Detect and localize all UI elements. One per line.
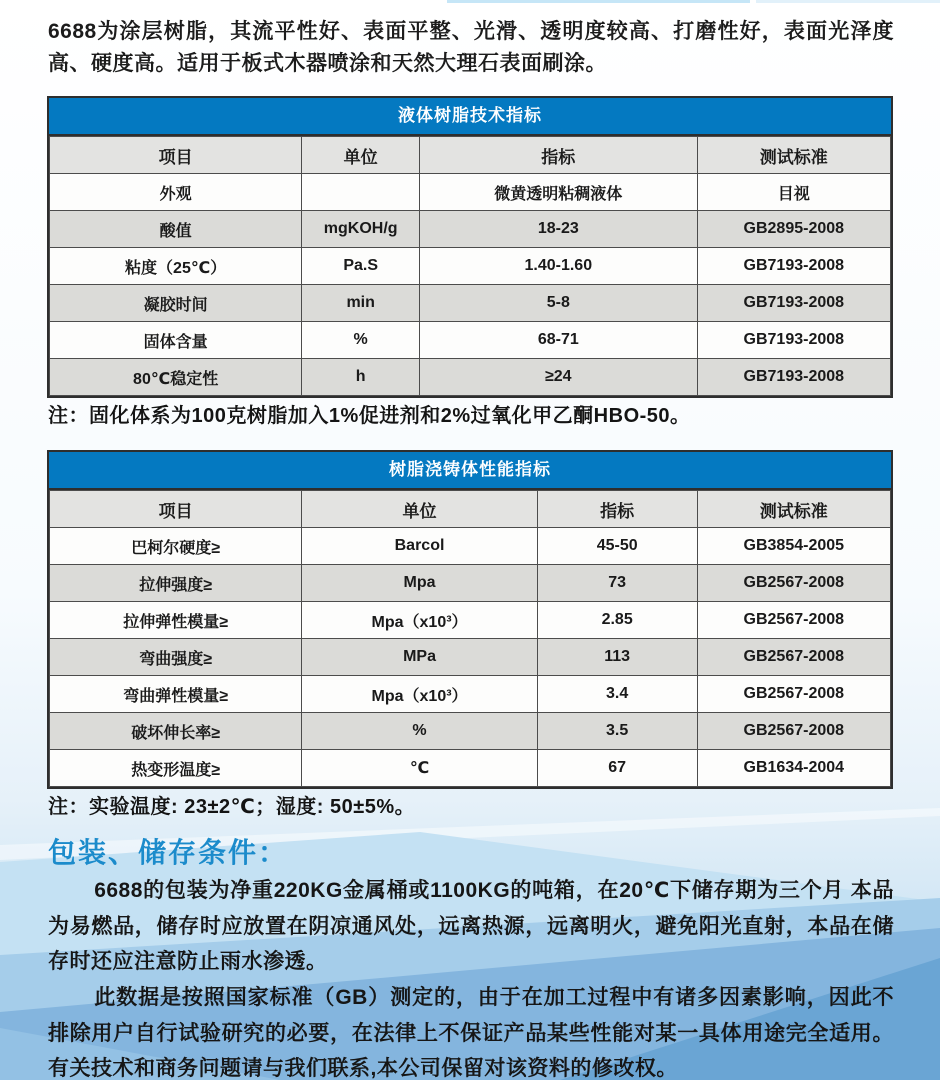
table-cell: 拉伸强度≥ bbox=[50, 565, 302, 602]
table-cell: 3.4 bbox=[537, 676, 697, 713]
table-cell: 80℃稳定性 bbox=[50, 359, 302, 396]
table-cell: 5-8 bbox=[420, 285, 698, 322]
table-cell: 目视 bbox=[697, 174, 890, 211]
storage-paragraph: 6688的包装为净重220KG金属桶或1100KG的吨箱，在20℃下储存期为三个月 本品为易燃品，储存时应放置在阴凉通风处，远离热源，远离明火，避免阳光直射，本品在储存时还应注意防止雨水渗透。 bbox=[48, 879, 894, 973]
table-header-row bbox=[50, 491, 891, 528]
column-header: 指标 bbox=[420, 137, 698, 174]
table-cell: GB2567-2008 bbox=[697, 565, 890, 602]
table-row bbox=[50, 174, 891, 211]
table-cell: 2.85 bbox=[537, 602, 697, 639]
table-cell: h bbox=[302, 359, 420, 396]
table-row bbox=[50, 528, 891, 565]
table-cell: 外观 bbox=[50, 174, 302, 211]
casting-performance-table bbox=[47, 450, 893, 789]
table-cell: GB2567-2008 bbox=[697, 713, 890, 750]
table-cell: GB7193-2008 bbox=[697, 322, 890, 359]
table-cell: 18-23 bbox=[420, 211, 698, 248]
table-cell: GB7193-2008 bbox=[697, 285, 890, 322]
table-row bbox=[50, 322, 891, 359]
table-cell: 固体含量 bbox=[50, 322, 302, 359]
column-header: 测试标准 bbox=[697, 137, 890, 174]
table-row bbox=[50, 602, 891, 639]
table-cell: GB2567-2008 bbox=[697, 639, 890, 676]
column-header: 项目 bbox=[50, 491, 302, 528]
table-cell: 弯曲强度≥ bbox=[50, 639, 302, 676]
top-edge-strip-right bbox=[756, 0, 940, 3]
table-cell: GB2895-2008 bbox=[697, 211, 890, 248]
table-cell: GB2567-2008 bbox=[697, 676, 890, 713]
table-cell bbox=[302, 174, 420, 211]
table-row bbox=[50, 248, 891, 285]
column-header: 测试标准 bbox=[697, 491, 890, 528]
table-row bbox=[50, 676, 891, 713]
table-cell: Pa.S bbox=[302, 248, 420, 285]
table-cell: 酸值 bbox=[50, 211, 302, 248]
table-note: 注：实验温度: 23±2℃；湿度: 50±5%。 bbox=[48, 796, 416, 818]
table-row bbox=[50, 359, 891, 396]
table-cell: 45-50 bbox=[537, 528, 697, 565]
spec-table bbox=[49, 490, 891, 787]
column-header: 指标 bbox=[537, 491, 697, 528]
table-cell: 热变形温度≥ bbox=[50, 750, 302, 787]
table-cell: Mpa（x10³） bbox=[302, 676, 537, 713]
disclaimer-paragraph: 此数据是按照国家标准（GB）测定的，由于在加工过程中有诸多因素影响，因此不排除用户自行试验研究的必要，在法律上不保证产品某些性能对某一具体用途完全适用。有关技术和商务问题请与我们联系,本公司保留对该资料的修改权。 bbox=[48, 986, 894, 1080]
table-cell: 拉伸弹性模量≥ bbox=[50, 602, 302, 639]
table-cell: GB1634-2004 bbox=[697, 750, 890, 787]
table-cell: Mpa bbox=[302, 565, 537, 602]
spec-table bbox=[49, 136, 891, 396]
table-cell: mgKOH/g bbox=[302, 211, 420, 248]
table-cell: 3.5 bbox=[537, 713, 697, 750]
column-header: 项目 bbox=[50, 137, 302, 174]
table-cell: 68-71 bbox=[420, 322, 698, 359]
column-header: 单位 bbox=[302, 137, 420, 174]
table-cell: % bbox=[302, 322, 420, 359]
top-edge-strip-left bbox=[447, 0, 750, 3]
table-header-row bbox=[50, 137, 891, 174]
table-cell: GB7193-2008 bbox=[697, 359, 890, 396]
table-cell: 巴柯尔硬度≥ bbox=[50, 528, 302, 565]
table-cell: Barcol bbox=[302, 528, 537, 565]
table-row bbox=[50, 713, 891, 750]
table-cell: 微黄透明粘稠液体 bbox=[420, 174, 698, 211]
column-header: 单位 bbox=[302, 491, 537, 528]
table-cell: 1.40-1.60 bbox=[420, 248, 698, 285]
table-row bbox=[50, 211, 891, 248]
table-cell: GB3854-2005 bbox=[697, 528, 890, 565]
table-title: 树脂浇铸体性能指标 bbox=[49, 452, 891, 490]
storage-section-heading: 包装、储存条件： bbox=[48, 837, 289, 868]
table-row bbox=[50, 750, 891, 787]
table-cell: Mpa（x10³） bbox=[302, 602, 537, 639]
table-cell: 73 bbox=[537, 565, 697, 602]
table-cell: 67 bbox=[537, 750, 697, 787]
table-cell: 凝胶时间 bbox=[50, 285, 302, 322]
table-cell: % bbox=[302, 713, 537, 750]
table-cell: min bbox=[302, 285, 420, 322]
liquid-resin-spec-table bbox=[47, 96, 893, 398]
table-row bbox=[50, 565, 891, 602]
table-row bbox=[50, 639, 891, 676]
table-cell: 弯曲弹性模量≥ bbox=[50, 676, 302, 713]
product-intro-paragraph: 6688为涂层树脂，其流平性好、表面平整、光滑、透明度较高、打磨性好，表面光泽度高、硬度高。适用于板式木器喷涂和天然大理石表面刷涂。 bbox=[48, 20, 894, 75]
table-cell: 113 bbox=[537, 639, 697, 676]
table-cell: GB2567-2008 bbox=[697, 602, 890, 639]
table-cell: 破坏伸长率≥ bbox=[50, 713, 302, 750]
table-title: 液体树脂技术指标 bbox=[49, 98, 891, 136]
table-cell: MPa bbox=[302, 639, 537, 676]
table-cell: ℃ bbox=[302, 750, 537, 787]
table-cell: GB7193-2008 bbox=[697, 248, 890, 285]
table-row bbox=[50, 285, 891, 322]
table-cell: ≥24 bbox=[420, 359, 698, 396]
table-cell: 粘度（25℃） bbox=[50, 248, 302, 285]
table-note: 注：固化体系为100克树脂加入1%促进剂和2%过氧化甲乙酮HBO-50。 bbox=[48, 405, 691, 427]
